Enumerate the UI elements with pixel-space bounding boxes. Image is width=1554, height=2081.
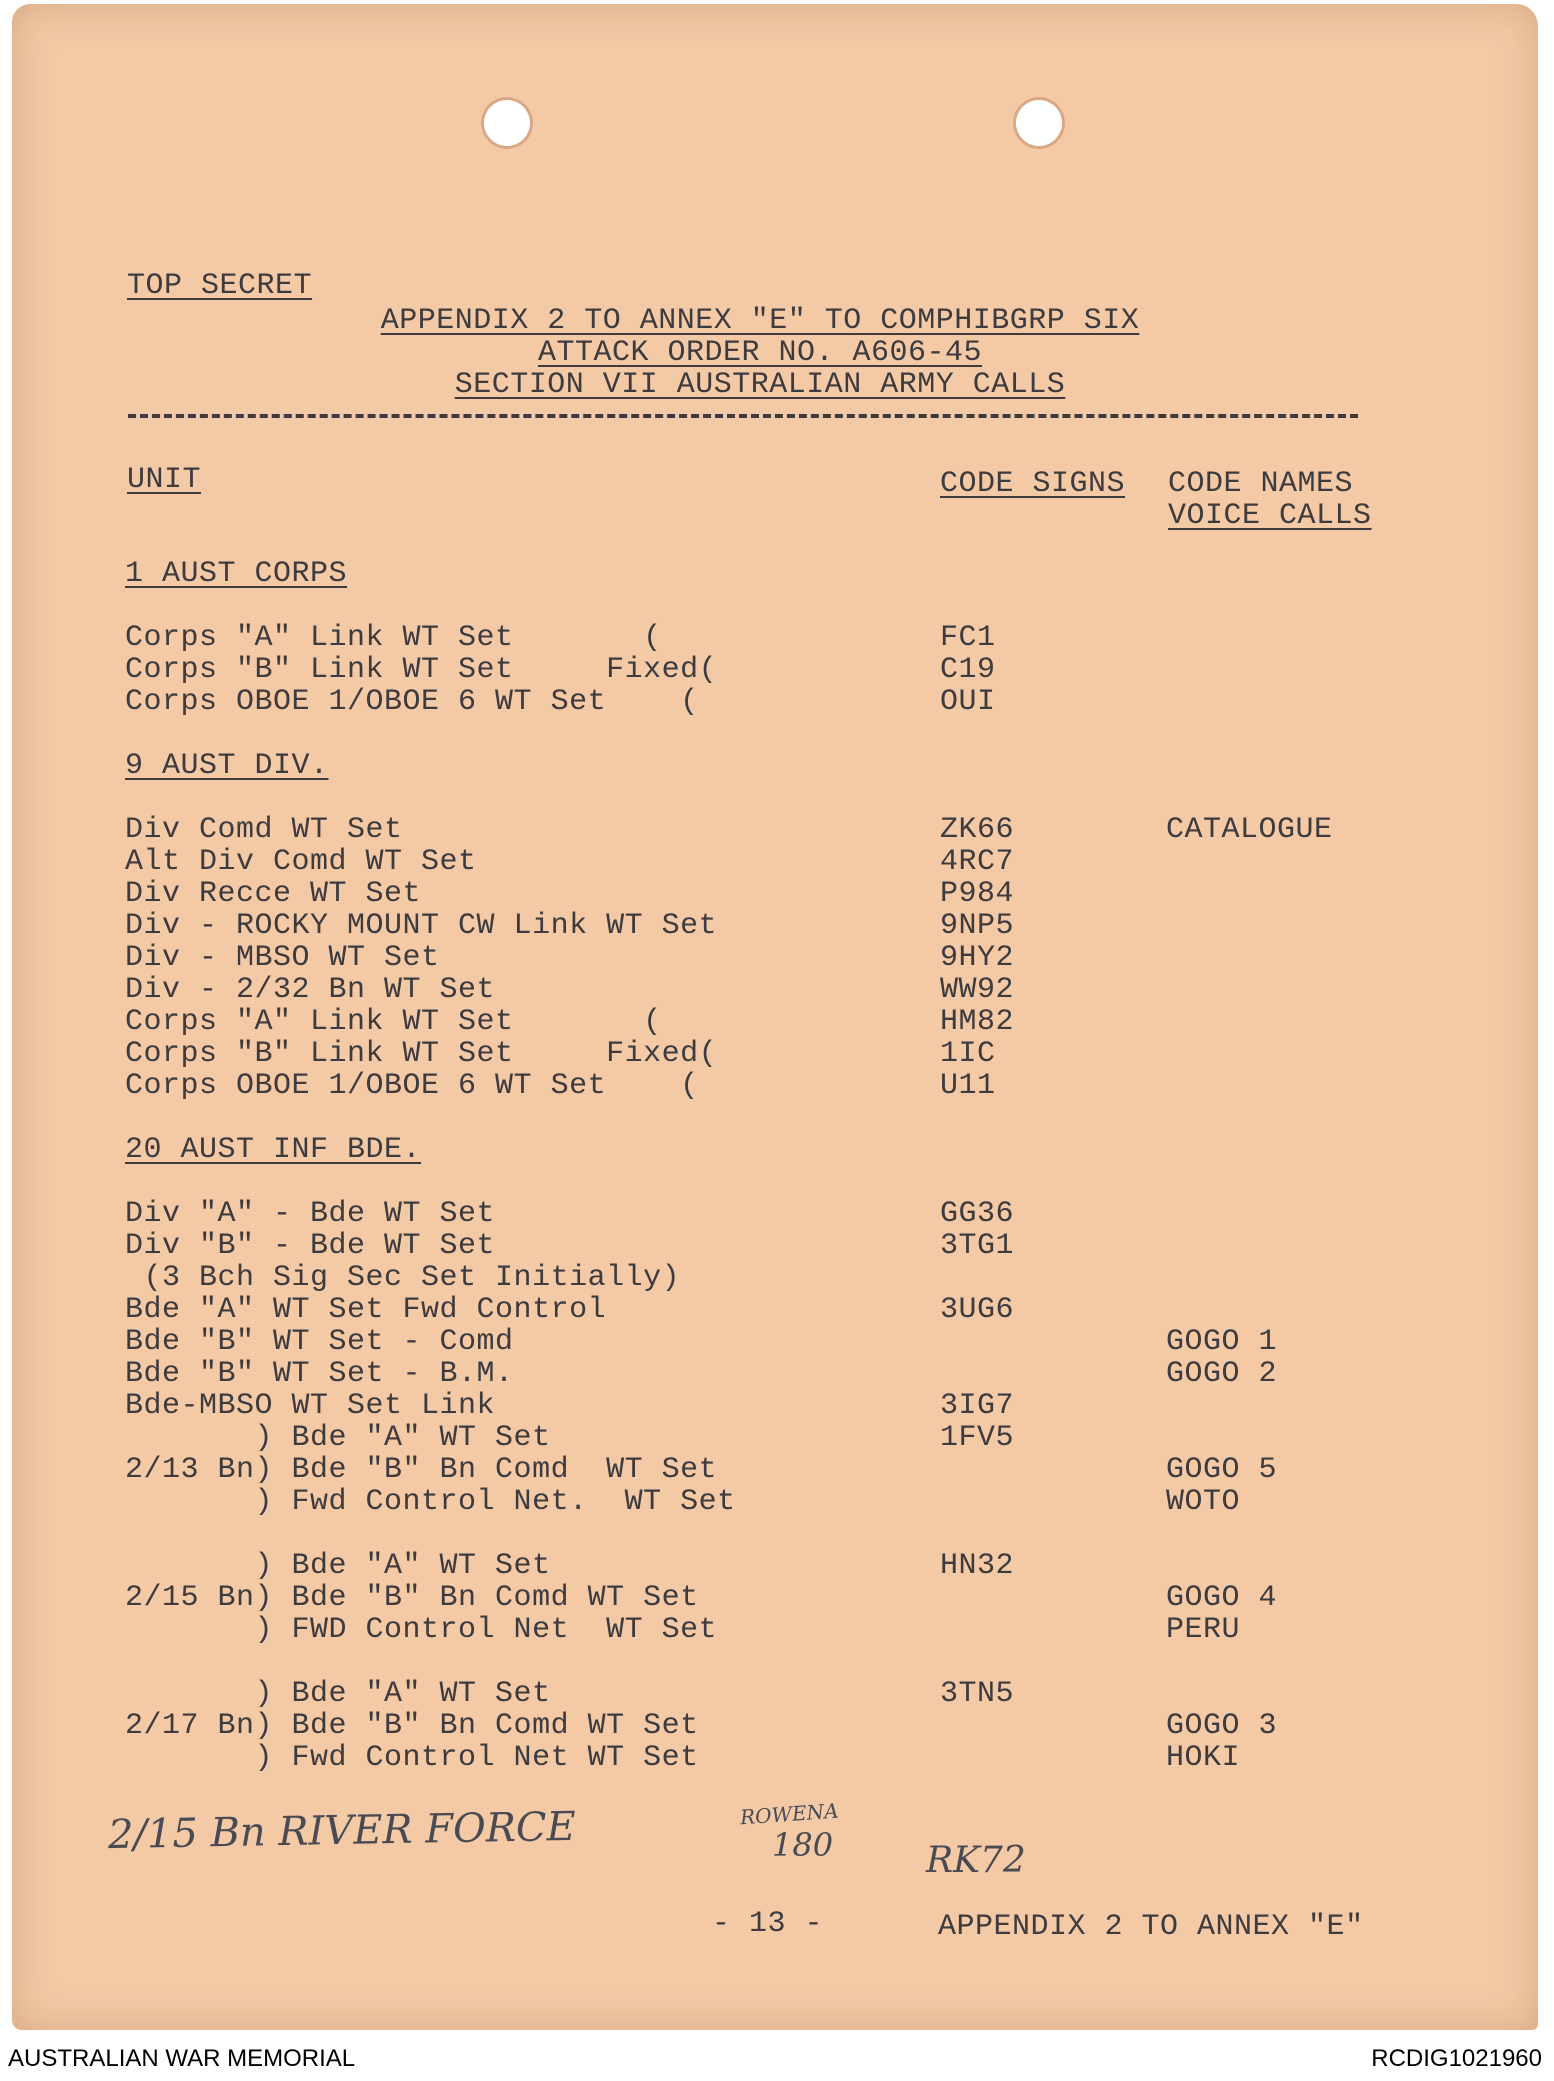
unit-cell: ) FWD Control Net WT Set: [125, 1613, 718, 1647]
unit-cell: Corps "B" Link WT Set Fixed(: [125, 1037, 718, 1071]
unit-cell: Alt Div Comd WT Set: [125, 845, 477, 879]
code-name-cell: GOGO 5: [1166, 1453, 1278, 1487]
code-sign-cell: C19: [940, 653, 996, 687]
unit-cell: Div "B" - Bde WT Set: [125, 1229, 496, 1263]
dashed-separator: [128, 414, 1358, 418]
unit-cell: Corps "A" Link WT Set (: [125, 1005, 662, 1039]
unit-cell: Div Comd WT Set: [125, 813, 403, 847]
punch-hole-right: [1016, 100, 1062, 146]
handwritten-rowena-word: ROWENA: [739, 1798, 840, 1830]
column-header-unit: UNIT: [127, 463, 202, 497]
code-sign-cell: GG36: [940, 1197, 1015, 1231]
punch-hole-left: [484, 100, 530, 146]
unit-cell: Corps "A" Link WT Set (: [125, 621, 662, 655]
code-name-cell: GOGO 3: [1166, 1709, 1278, 1743]
section-heading: 9 AUST DIV.: [125, 749, 329, 783]
unit-cell: Bde-MBSO WT Set Link: [125, 1389, 496, 1423]
section-heading: 1 AUST CORPS: [125, 557, 348, 591]
code-sign-cell: 3TN5: [940, 1677, 1015, 1711]
code-sign-cell: OUI: [940, 685, 996, 719]
handwritten-code: RK72: [926, 1840, 1026, 1881]
unit-cell: Bde "A" WT Set Fwd Control: [125, 1293, 607, 1327]
code-sign-cell: HN32: [940, 1549, 1015, 1583]
code-sign-cell: 3IG7: [940, 1389, 1015, 1423]
unit-cell: 2/15 Bn) Bde "B" Bn Comd WT Set: [125, 1581, 699, 1615]
code-sign-cell: P984: [940, 877, 1015, 911]
unit-cell: Div "A" - Bde WT Set: [125, 1197, 496, 1231]
code-sign-cell: HM82: [940, 1005, 1015, 1039]
column-header-code-signs: CODE SIGNS: [940, 467, 1126, 501]
code-name-cell: GOGO 1: [1166, 1325, 1278, 1359]
unit-cell: ) Bde "A" WT Set: [125, 1421, 551, 1455]
title-line-1: APPENDIX 2 TO ANNEX "E" TO COMPHIBGRP SIX: [380, 304, 1140, 338]
unit-cell: Div - ROCKY MOUNT CW Link WT Set: [125, 909, 718, 943]
unit-cell: Div - 2/32 Bn WT Set: [125, 973, 496, 1007]
code-sign-cell: FC1: [940, 621, 996, 655]
code-sign-cell: WW92: [940, 973, 1015, 1007]
code-sign-cell: 4RC7: [940, 845, 1015, 879]
column-header-voice-calls: VOICE CALLS: [1168, 499, 1372, 533]
appendix-reference: APPENDIX 2 TO ANNEX "E": [938, 1910, 1364, 1944]
archive-id: RCDIG1021960: [1371, 2045, 1542, 2072]
handwritten-note: 2/15 Bn RIVER FORCE: [107, 1803, 577, 1859]
unit-cell: Corps "B" Link WT Set Fixed(: [125, 653, 718, 687]
unit-cell: Corps OBOE 1/OBOE 6 WT Set (: [125, 685, 699, 719]
code-name-cell: CATALOGUE: [1166, 813, 1333, 847]
unit-cell: ) Fwd Control Net WT Set: [125, 1741, 699, 1775]
unit-cell: 2/17 Bn) Bde "B" Bn Comd WT Set: [125, 1709, 699, 1743]
code-sign-cell: 3UG6: [940, 1293, 1015, 1327]
code-sign-cell: ZK66: [940, 813, 1015, 847]
unit-cell: ) Bde "A" WT Set: [125, 1677, 551, 1711]
section-heading: 20 AUST INF BDE.: [125, 1133, 422, 1167]
unit-cell: Bde "B" WT Set - B.M.: [125, 1357, 514, 1391]
unit-cell: Div Recce WT Set: [125, 877, 422, 911]
unit-cell: Corps OBOE 1/OBOE 6 WT Set (: [125, 1069, 699, 1103]
unit-cell: 2/13 Bn) Bde "B" Bn Comd WT Set: [125, 1453, 718, 1487]
code-name-cell: PERU: [1166, 1613, 1241, 1647]
handwritten-rowena-number: 180: [772, 1826, 834, 1864]
code-sign-cell: 9NP5: [940, 909, 1015, 943]
code-name-cell: GOGO 2: [1166, 1357, 1278, 1391]
code-name-cell: HOKI: [1166, 1741, 1241, 1775]
code-sign-cell: 1FV5: [940, 1421, 1015, 1455]
code-sign-cell: 3TG1: [940, 1229, 1015, 1263]
column-header-code-names: CODE NAMES: [1168, 467, 1354, 501]
page-number: - 13 -: [712, 1907, 824, 1941]
code-sign-cell: U11: [940, 1069, 996, 1103]
code-name-cell: GOGO 4: [1166, 1581, 1278, 1615]
code-sign-cell: 1IC: [940, 1037, 996, 1071]
classification-label: TOP SECRET: [127, 269, 313, 303]
unit-cell: Bde "B" WT Set - Comd: [125, 1325, 514, 1359]
code-name-cell: WOTO: [1166, 1485, 1241, 1519]
code-sign-cell: 9HY2: [940, 941, 1015, 975]
title-line-2: ATTACK ORDER NO. A606-45: [537, 336, 983, 370]
unit-cell: (3 Bch Sig Sec Set Initially): [125, 1261, 681, 1295]
archive-credit: AUSTRALIAN WAR MEMORIAL: [8, 2045, 356, 2072]
unit-cell: Div - MBSO WT Set: [125, 941, 440, 975]
unit-cell: ) Bde "A" WT Set: [125, 1549, 551, 1583]
unit-cell: ) Fwd Control Net. WT Set: [125, 1485, 736, 1519]
title-line-3: SECTION VII AUSTRALIAN ARMY CALLS: [454, 368, 1066, 402]
